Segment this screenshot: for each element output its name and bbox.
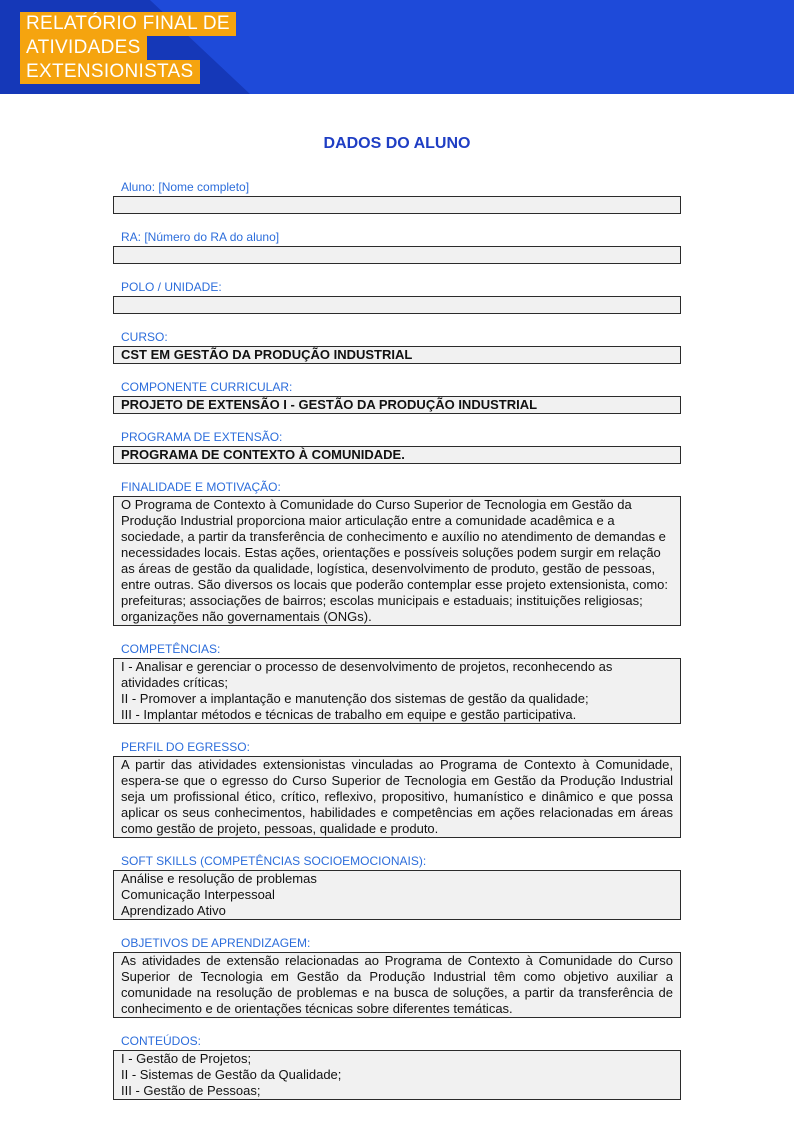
soft-skill-item: Análise e resolução de problemas (121, 871, 317, 886)
field-soft-skills-label: SOFT SKILLS (COMPETÊNCIAS SOCIOEMOCIONAIS): (121, 854, 427, 868)
report-header (0, 0, 794, 94)
field-ra (113, 230, 681, 264)
field-objetivos-value[interactable]: As atividades de extensão relacionadas ao Programa de Contexto à Comunidade do Curso Superior de Tecnologia em Gestão da Produção Industrial têm como objetivo auxiliar a comunidade na resolução de problemas e na busca de soluções, a partir da transferência de conhecimento e de orientações técnicas sobre diferentes temáticas. (113, 952, 681, 1018)
field-aluno (113, 180, 681, 214)
field-polo (113, 280, 681, 314)
field-aluno-input[interactable] (113, 196, 681, 214)
field-finalidade (113, 480, 681, 626)
student-data-form (113, 180, 681, 1100)
field-conteudos (113, 1034, 681, 1100)
field-curso-label: CURSO: (121, 330, 168, 344)
field-programa-value[interactable]: PROGRAMA DE CONTEXTO À COMUNIDADE. (113, 446, 681, 464)
field-programa (113, 430, 681, 464)
conteudo-item: II - Sistemas de Gestão da Qualidade; (121, 1067, 342, 1082)
field-finalidade-value[interactable]: O Programa de Contexto à Comunidade do Curso Superior de Tecnologia em Gestão da Produção Industrial proporciona maior articulação entre a comunidade acadêmica e a sociedade, a partir da transferência de conhecimento e auxílio no atendimento de demandas e necessidades locais. Estas ações, orientações e possíveis soluções podem surgir em relação as áreas de gestão da qualidade, logística, desenvolvimento de produto, gestão de pessoas, entre outras. São diversos os locais que poderão contemplar esse projeto extensionista, como: prefeituras; associações de bairros; escolas municipais e estaduais; instituições religiosas; organizações não governamentais (ONGs). (113, 496, 681, 626)
competencia-item: I - Analisar e gerenciar o processo de desenvolvimento de projetos, reconhecendo as atividades críticas; (121, 659, 613, 690)
soft-skill-item: Aprendizado Ativo (121, 903, 226, 918)
section-title: DADOS DO ALUNO (323, 135, 471, 152)
competencia-item: III - Implantar métodos e técnicas de trabalho em equipe e gestão participativa. (121, 707, 577, 722)
field-curso (113, 330, 681, 364)
field-perfil-value[interactable]: A partir das atividades extensionistas vinculadas ao Programa de Contexto à Comunidade, espera-se que o egresso do Curso Superior de Tecnologia em Gestão da Produção Industrial seja um profissional ético, crítico, reflexivo, propositivo, humanístico e dinâmico e que possa aplicar os seus conhecimentos, habilidades e competências em ações relacionadas em áreas como gestão de projeto, pessoas, qualidade e produto. (113, 756, 681, 838)
field-curso-value[interactable]: CST EM GESTÃO DA PRODUÇÃO INDUSTRIAL (113, 346, 681, 364)
field-aluno-label: Aluno: [Nome completo] (121, 180, 250, 194)
field-soft-skills (113, 854, 681, 920)
soft-skill-item: Comunicação Interpessoal (121, 887, 275, 902)
field-conteudos-value[interactable] (113, 1050, 681, 1100)
report-title-line-3: EXTENSIONISTAS (20, 60, 200, 84)
field-perfil-label: PERFIL DO EGRESSO: (121, 740, 250, 754)
field-conteudos-label: CONTEÚDOS: (121, 1034, 202, 1048)
competencia-item: II - Promover a implantação e manutenção dos sistemas de gestão da qualidade; (121, 691, 589, 706)
field-soft-skills-value[interactable] (113, 870, 681, 920)
field-competencias-value[interactable] (113, 658, 681, 724)
field-objetivos (113, 936, 681, 1018)
field-polo-label: POLO / UNIDADE: (121, 280, 222, 294)
field-competencias-label: COMPETÊNCIAS: (121, 642, 221, 656)
report-title-line-2: ATIVIDADES (20, 36, 147, 60)
field-ra-input[interactable] (113, 246, 681, 264)
field-competencias (113, 642, 681, 724)
field-polo-input[interactable] (113, 296, 681, 314)
field-ra-label: RA: [Número do RA do aluno] (121, 230, 280, 244)
conteudo-item: III - Gestão de Pessoas; (121, 1083, 261, 1098)
field-componente (113, 380, 681, 414)
field-componente-value[interactable]: PROJETO DE EXTENSÃO I - GESTÃO DA PRODUÇÃO INDUSTRIAL (113, 396, 681, 414)
report-title-line-1: RELATÓRIO FINAL DE (20, 12, 236, 36)
field-componente-label: COMPONENTE CURRICULAR: (121, 380, 293, 394)
conteudo-item: I - Gestão de Projetos; (121, 1051, 252, 1066)
field-perfil (113, 740, 681, 838)
field-objetivos-label: OBJETIVOS DE APRENDIZAGEM: (121, 936, 311, 950)
field-finalidade-label: FINALIDADE E MOTIVAÇÃO: (121, 480, 281, 494)
field-programa-label: PROGRAMA DE EXTENSÃO: (121, 430, 283, 444)
